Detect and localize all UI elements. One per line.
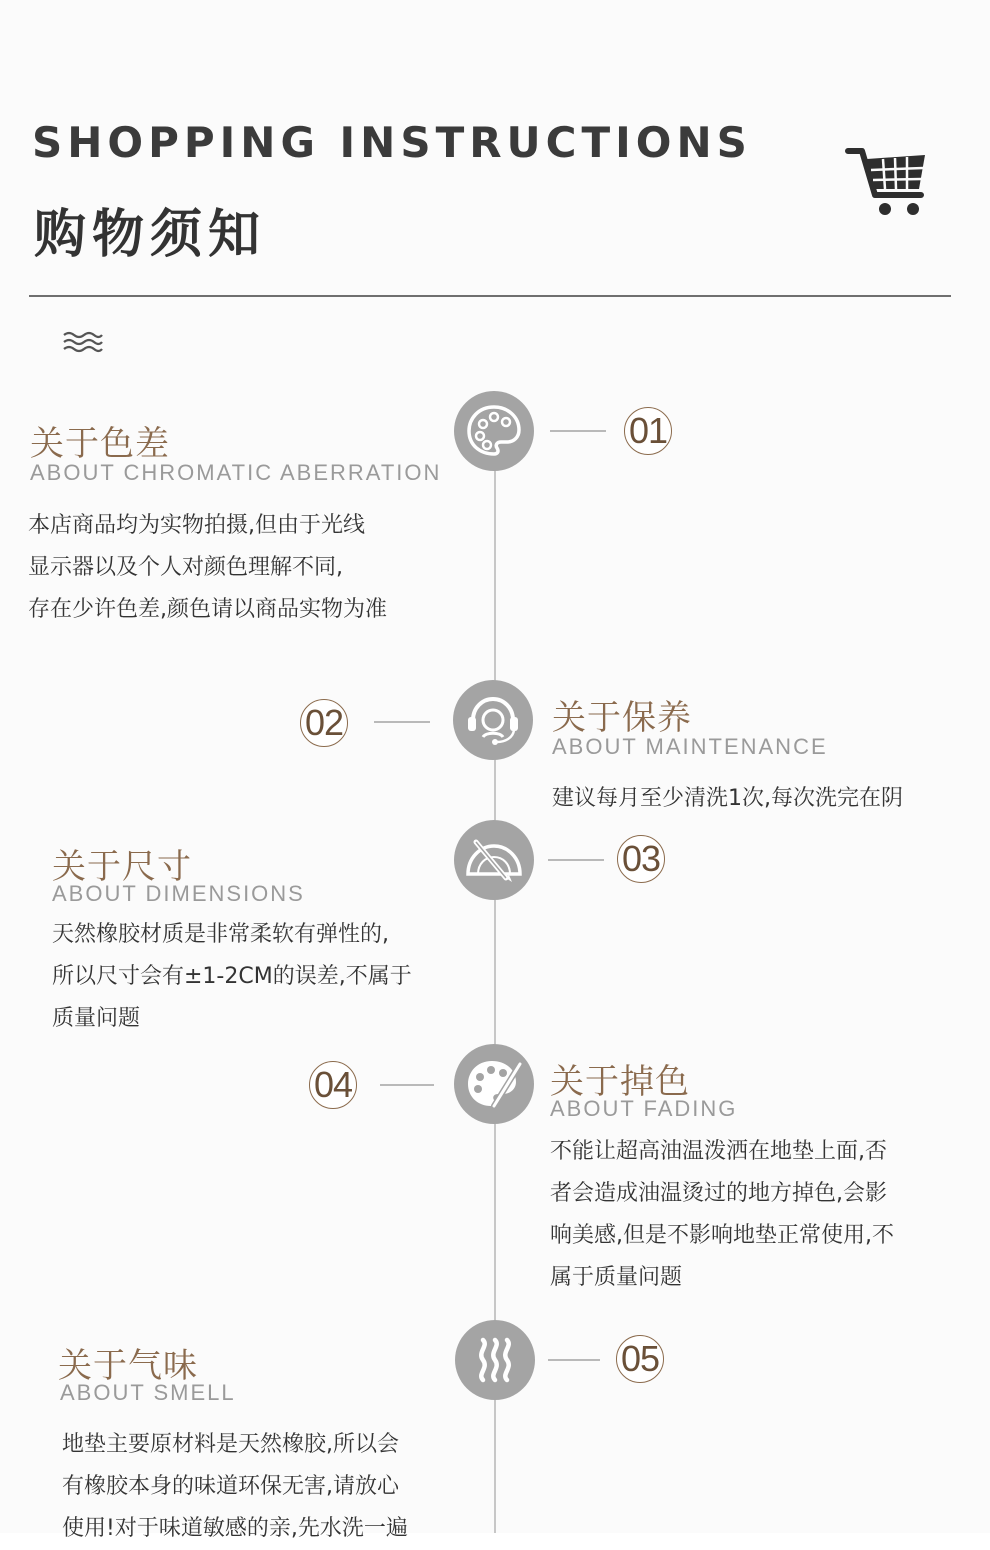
section-line: 存在少许色差,颜色请以商品实物为准 [28,597,387,622]
section-title-05: 关于气味 [58,1346,198,1386]
palette-icon [454,391,534,471]
section-line: 者会造成油温烫过的地方掉色,会影 [550,1181,887,1206]
section-subtitle-02: ABOUT MAINTENANCE [552,734,828,759]
section-subtitle-05: ABOUT SMELL [60,1380,236,1405]
connector-02 [374,721,430,723]
section-body-01 [28,505,387,631]
section-number-05: 05 [616,1335,664,1383]
wave-icon [62,330,104,354]
section-title-01: 关于色差 [30,424,170,464]
section-title-02: 关于保养 [552,698,692,738]
section-body-02 [552,778,903,820]
section-body-05 [62,1424,408,1550]
section-body-04 [550,1131,894,1299]
section-line: 不能让超高油温泼洒在地垫上面,否 [550,1139,887,1164]
connector-03 [548,859,604,861]
header-divider [29,295,951,297]
section-number-01: 01 [624,407,672,455]
section-line: 显示器以及个人对颜色理解不同, [28,555,343,580]
section-number-03: 03 [617,835,665,883]
section-line: 所以尺寸会有±1-2CM的误差,不属于 [52,964,412,989]
shopping-cart-icon [845,145,930,220]
section-line: 有橡胶本身的味道环保无害,请放心 [62,1474,399,1499]
section-line: 属于质量问题 [550,1265,683,1290]
section-title-03: 关于尺寸 [52,847,192,887]
section-line: 天然橡胶材质是非常柔软有弹性的, [52,922,389,947]
title-chinese: 购物须知 [34,205,267,265]
section-line: 建议每月至少清洗1次,每次洗完在阴 [552,786,903,811]
connector-04 [380,1084,434,1086]
section-number-04: 04 [309,1061,357,1109]
smell-wave-icon [455,1320,535,1400]
section-body-03 [52,914,412,1040]
ruler-compass-icon [454,820,534,900]
section-line: 使用!对于味道敏感的亲,先水洗一遍 [62,1516,408,1541]
section-title-04: 关于掉色 [550,1062,690,1102]
headset-icon [453,680,533,760]
connector-05 [548,1359,600,1361]
paint-brush-icon [454,1044,534,1124]
section-line: 质量问题 [52,1006,141,1031]
section-subtitle-04: ABOUT FADING [550,1096,738,1121]
connector-01 [550,430,606,432]
section-subtitle-01: ABOUT CHROMATIC ABERRATION [30,460,442,485]
title-english: SHOPPING INSTRUCTIONS [32,118,752,167]
section-line: 地垫主要原材料是天然橡胶,所以会 [62,1432,399,1457]
section-line: 本店商品均为实物拍摄,但由于光线 [28,513,365,538]
section-number-02: 02 [300,699,348,747]
section-subtitle-03: ABOUT DIMENSIONS [52,881,305,906]
section-line: 响美感,但是不影响地垫正常使用,不 [550,1223,894,1248]
